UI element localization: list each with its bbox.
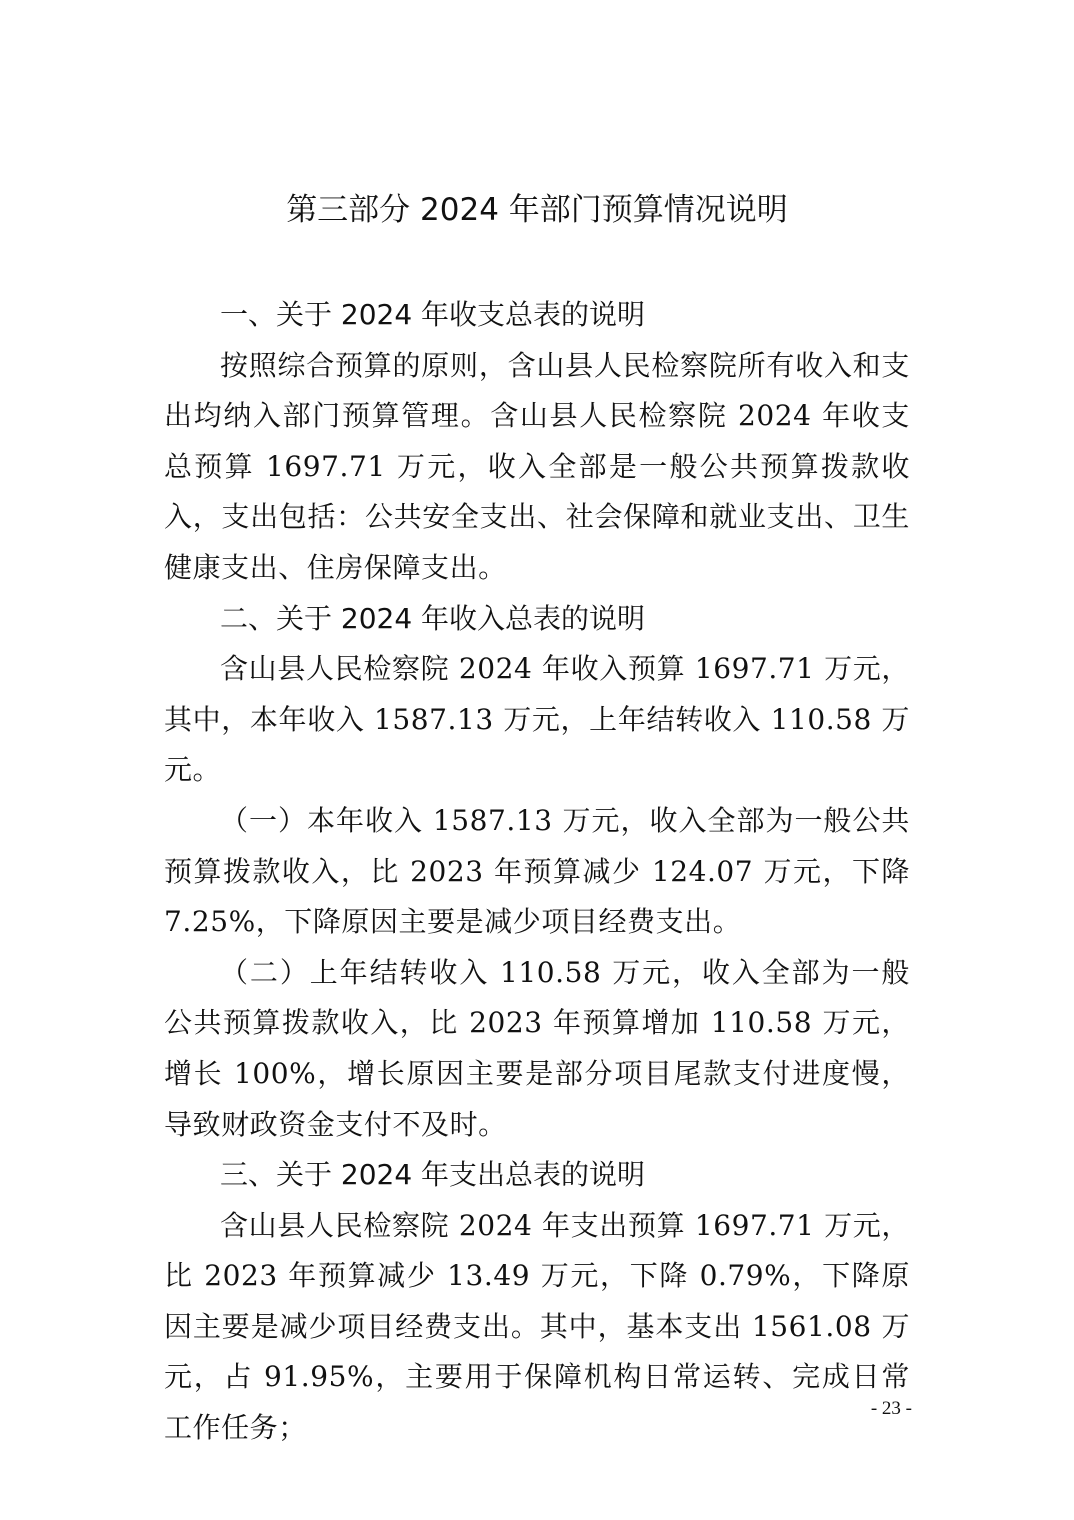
section-3-paragraph-1: 含山县人民检察院 2024 年支出预算 1697.71 万元，比 2023 年预算减少 13.49 万元，下降 0.79%，下降原因主要是减少项目经费支出。其中，基本支出 1561.08 万元，占 91.95%，主要用于保障机构日常运转、完成日常工作任务； [164,1208,910,1445]
section-heading-3: 三、关于 2024 年支出总表的说明 [220,1158,646,1192]
section-heading-2: 二、关于 2024 年收入总表的说明 [220,601,646,635]
section-2-paragraph-3: （二）上年结转收入 110.58 万元，收入全部为一般公共预算拨款收入，比 2023 年预算增加 110.58 万元，增长 100%，增长原因主要是部分项目尾款支付进度慢，导致财政资金支付不及时。 [164,955,910,1141]
section-1-paragraph-1: 按照综合预算的原则，含山县人民检察院所有收入和支出均纳入部门预算管理。含山县人民检察院 2024 年收支总预算 1697.71 万元，收入全部是一般公共预算拨款收入，支出包括：公共安全支出、社会保障和就业支出、卫生健康支出、住房保障支出。 [164,348,910,584]
section-2-paragraph-2: （一）本年收入 1587.13 万元，收入全部为一般公共预算拨款收入，比 2023 年预算减少 124.07 万元，下降 7.25%，下降原因主要是减少项目经费支出。 [164,803,910,939]
section-heading-1: 一、关于 2024 年收支总表的说明 [220,298,646,331]
page-title: 第三部分 2024 年部门预算情况说明 [286,192,788,228]
section-2-paragraph-1: 含山县人民检察院 2024 年收入预算 1697.71 万元，其中，本年收入 1587.13 万元，上年结转收入 110.58 万元。 [164,652,910,787]
document-body [164,290,910,1454]
page-number: - 23 - [870,1398,912,1419]
